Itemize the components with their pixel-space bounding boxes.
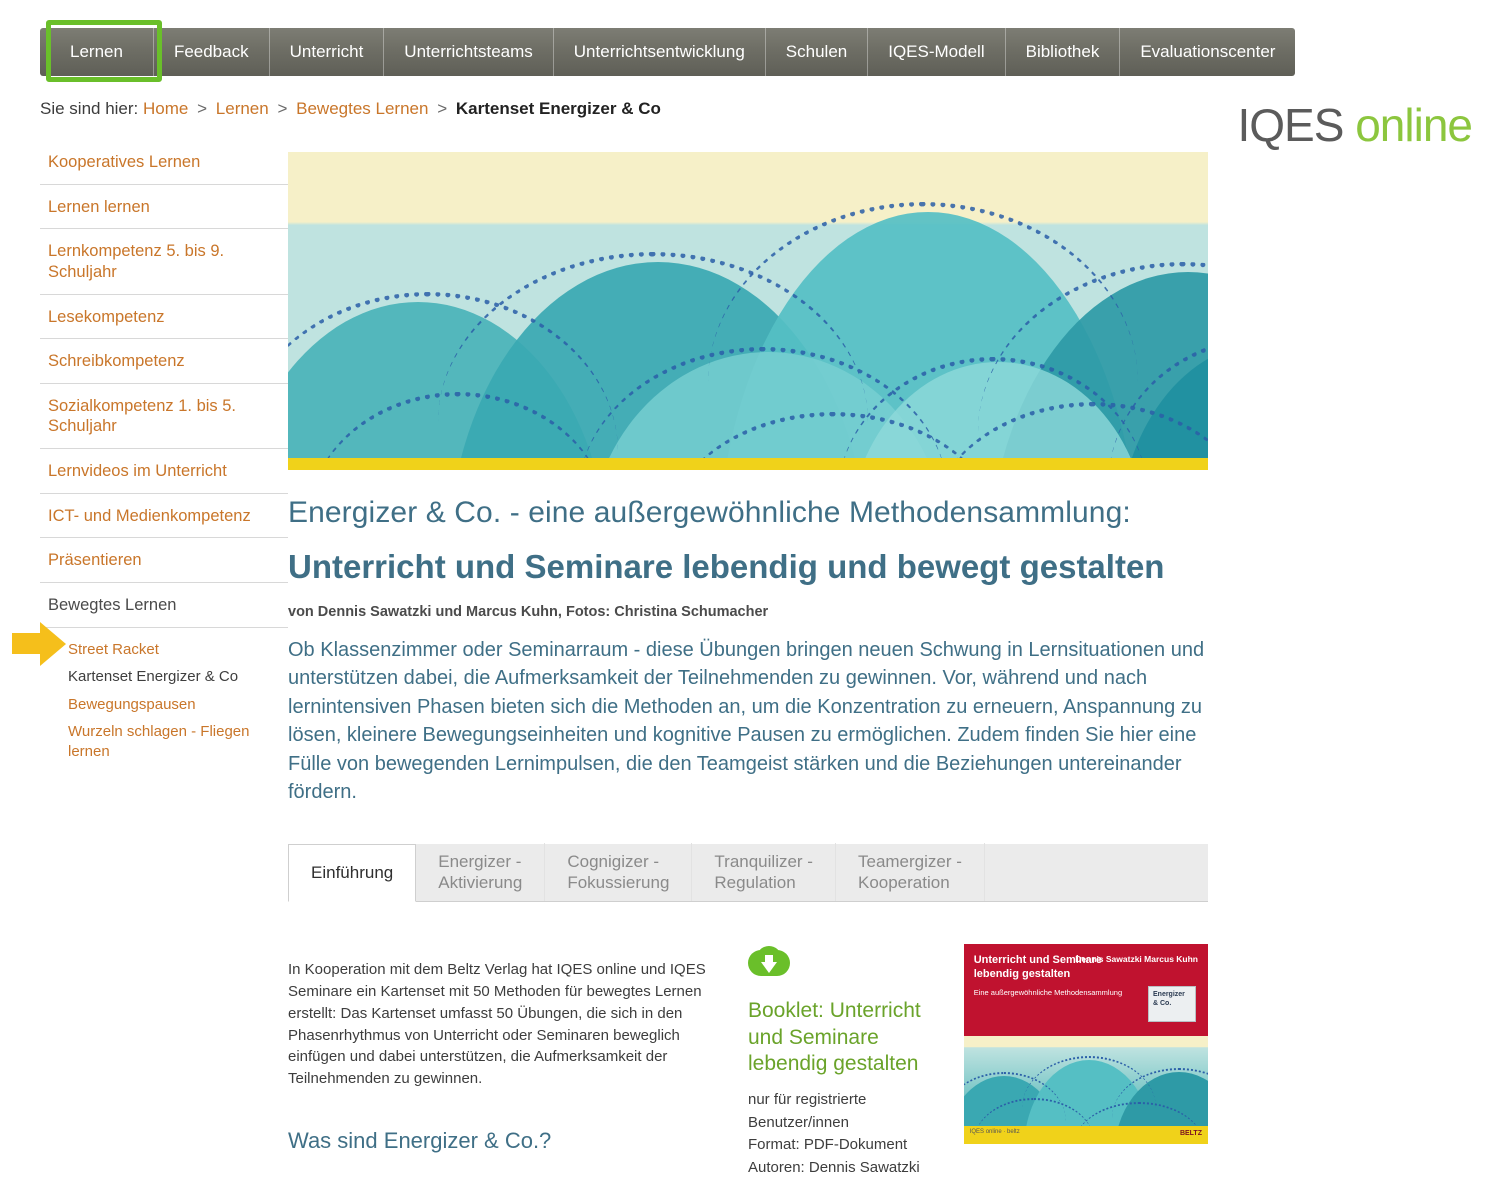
tab-label-line1: Energizer - (438, 851, 522, 871)
breadcrumb-item-home[interactable]: Home (143, 99, 189, 118)
book-cover-thumbnail[interactable] (964, 944, 1208, 1144)
tab-bar[interactable] (288, 844, 1208, 902)
nav-item-feedback[interactable] (154, 28, 270, 76)
sidebar-subitem-label: Wurzeln schlagen - Fliegen lernen (68, 723, 250, 760)
sidebar-item-ict-und-medienkompetenz[interactable] (40, 494, 288, 539)
sidebar-item-kooperatives-lernen[interactable] (40, 140, 288, 185)
tab-label-line2: Regulation (714, 872, 796, 892)
cover-badge (1148, 986, 1196, 1022)
tab-label-line2: Kooperation (857, 872, 950, 892)
nav-item-iqes-modell[interactable] (868, 28, 1005, 76)
breadcrumb-separator: > (277, 99, 288, 118)
tab-label-line1: Einführung (311, 863, 394, 883)
sidebar-subitem-street-racket[interactable] (40, 636, 288, 664)
sidebar-subitem-label: Kartenset Energizer & Co (68, 668, 239, 685)
nav-item-label: Evaluationscenter (1140, 42, 1276, 61)
tab-tranquilizer-regulation[interactable] (692, 843, 836, 901)
cover-authors: Dennis Sawatzki Marcus Kuhn (1075, 954, 1198, 965)
panel-text-column (288, 944, 718, 1179)
nav-item-label: Lernen (70, 42, 123, 61)
sidebar-item-lernkompetenz-5-9[interactable] (40, 229, 288, 294)
cover-artwork (964, 1036, 1208, 1126)
sidebar-item-schreibkompetenz[interactable] (40, 339, 288, 384)
nav-item-label: Unterrichtsteams (404, 42, 533, 61)
sidebar-item-label: Lernvideos im Unterricht (48, 462, 227, 480)
sidebar-item-praesentieren[interactable] (40, 538, 288, 583)
sidebar-item-bewegtes-lernen[interactable] (40, 583, 288, 628)
hero-banner-image (288, 152, 1208, 470)
nav-item-label: Unterrichtsentwicklung (573, 42, 745, 61)
sidebar-subitem-label: Bewegungspausen (68, 695, 196, 713)
sidebar-item-label: Lernen lernen (48, 197, 150, 216)
sidebar-item-label: Sozialkompetenz 1. bis 5. Schuljahr (48, 396, 237, 436)
tab-teamergizer-kooperation[interactable] (836, 843, 985, 901)
sidebar-subitem-bewegungspausen[interactable] (40, 691, 288, 719)
panel-paragraph: In Kooperation mit dem Beltz Verlag hat IQES online und IQES Seminare ein Kartenset mit 50 Methoden für bewegtes Lernen erstellt: Das Kartenset umfasst 50 Übungen, die sich in den Phasenrhythmus von Unterricht oder Seminaren beweglich einfügen und dabei unterstützen, die Aufmerksamkeit der Teilnehmenden zu gewinnen. (288, 961, 706, 1088)
sidebar-subitem-kartenset-energizer-co[interactable] (40, 663, 288, 691)
tab-label-line1: Cognigizer - (567, 851, 659, 871)
logo-text-online: online (1355, 99, 1472, 151)
download-title[interactable]: Booklet: Unterricht und Seminare lebendig gestalten (748, 999, 921, 1075)
panel-heading: Was sind Energizer & Co.? (288, 1127, 552, 1153)
sidebar-item-label: Bewegtes Lernen (48, 595, 177, 614)
sidebar-navigation[interactable] (40, 140, 288, 765)
breadcrumb-current: Kartenset Energizer & Co (455, 99, 661, 118)
nav-item-label: Feedback (173, 42, 249, 61)
sidebar-item-label: Schreibkompetenz (48, 352, 185, 371)
sidebar-item-label: Präsentieren (48, 551, 142, 570)
nav-item-bibliothek[interactable] (1006, 28, 1121, 76)
logo-spacer (1343, 99, 1355, 151)
nav-item-evaluationscenter[interactable] (1120, 28, 1295, 76)
breadcrumb-item-lernen[interactable]: Lernen (215, 99, 269, 118)
download-authors: Autoren: Dennis Sawatzki (748, 1158, 920, 1176)
cover-title: Unterricht und Seminare lebendig gestalten (973, 954, 1103, 981)
nav-item-label: Schulen (785, 42, 848, 61)
cover-footer-code: BELTZ (1179, 1130, 1202, 1138)
tab-label-line2: Aktivierung (438, 872, 523, 892)
tab-energizer-aktivierung[interactable] (416, 843, 545, 901)
cover-footer-logos: IQES online · beltz (969, 1129, 1020, 1136)
nav-item-unterrichtsentwicklung[interactable] (554, 28, 766, 76)
nav-item-unterrichtsteams[interactable] (384, 28, 553, 76)
download-column (748, 944, 934, 1179)
main-navigation[interactable] (40, 28, 1295, 76)
lead-paragraph: Ob Klassenzimmer oder Seminarraum - diese Übungen bringen neuen Schwung in Lernsituationen und unterstützen dabei, die Aufmerksamkeit der Teilnehmenden zu gewinnen. Vor, während und nach lernintensiven Phasen bieten sich die Methoden an, um die Konzentration zu erneuern, Anspannung zu lösen, kleinere Bewegungseinheiten und kognitive Pausen zu ermöglichen. Zudem finden Sie hier eine Fülle von bewegenden Lernimpulsen, die den Teamgeist stärken und die Beziehungen untereinander fördern. (288, 639, 1205, 803)
byline: von Dennis Sawatzki und Marcus Kuhn, Fotos: Christina Schumacher (288, 604, 769, 620)
breadcrumb-separator: > (197, 99, 208, 118)
sidebar-item-label: Kooperatives Lernen (48, 153, 201, 171)
sidebar-item-lernen-lernen[interactable] (40, 185, 288, 230)
tab-panel-einfuehrung (288, 944, 1208, 1179)
page-title: Energizer & Co. - eine außergewöhnliche Methodensammlung: (288, 496, 1131, 529)
sidebar-subitem-wurzeln-schlagen[interactable] (40, 718, 288, 765)
breadcrumb-item-bewegtes-lernen[interactable]: Bewegtes Lernen (296, 99, 429, 118)
sidebar-item-label: ICT- und Medienkompetenz (48, 506, 251, 525)
breadcrumb-separator: > (437, 99, 448, 118)
tab-einfuehrung[interactable] (288, 844, 416, 902)
sidebar-item-sozialkompetenz-1-5[interactable] (40, 384, 288, 449)
tab-label-line1: Tranquilizer - (714, 851, 813, 871)
sidebar-item-lernvideos-im-unterricht[interactable] (40, 449, 288, 494)
cover-footer (964, 1126, 1208, 1144)
tab-label-line2: Fokussierung (567, 872, 670, 892)
tab-label-line1: Teamergizer - (857, 851, 962, 871)
tab-cognigizer-fokussierung[interactable] (545, 843, 692, 901)
download-meta (748, 1089, 934, 1179)
nav-item-lernen[interactable] (40, 28, 154, 76)
pointer-arrow-icon (12, 622, 68, 666)
site-logo[interactable] (1238, 98, 1473, 152)
download-access-note: nur für registrierte Benutzer/innen (748, 1091, 867, 1131)
sidebar-item-label: Lesekompetenz (48, 307, 165, 326)
logo-text-iqes: IQES (1237, 99, 1344, 151)
nav-item-schulen[interactable] (766, 28, 868, 76)
nav-item-label: IQES-Modell (888, 42, 985, 61)
sidebar-subitem-label: Street Racket (68, 640, 159, 658)
breadcrumb-label: Sie sind hier: (40, 99, 139, 118)
main-content (288, 152, 1208, 1179)
nav-item-label: Unterricht (289, 42, 364, 61)
page-subtitle: Unterricht und Seminare lebendig und bewegt gestalten (288, 548, 1165, 585)
cover-subtitle: Eine außergewöhnliche Methodensammlung (973, 988, 1123, 998)
breadcrumb (40, 99, 661, 119)
cloud-download-icon[interactable] (748, 946, 790, 988)
nav-item-unterricht[interactable] (270, 28, 385, 76)
sidebar-item-lesekompetenz[interactable] (40, 295, 288, 340)
sidebar-item-label: Lernkompetenz 5. bis 9. Schuljahr (48, 242, 225, 281)
nav-item-label: Bibliothek (1025, 42, 1100, 61)
download-format: Format: PDF-Dokument (748, 1136, 908, 1154)
cover-badge-text: Energizer & Co. (1153, 991, 1185, 1007)
